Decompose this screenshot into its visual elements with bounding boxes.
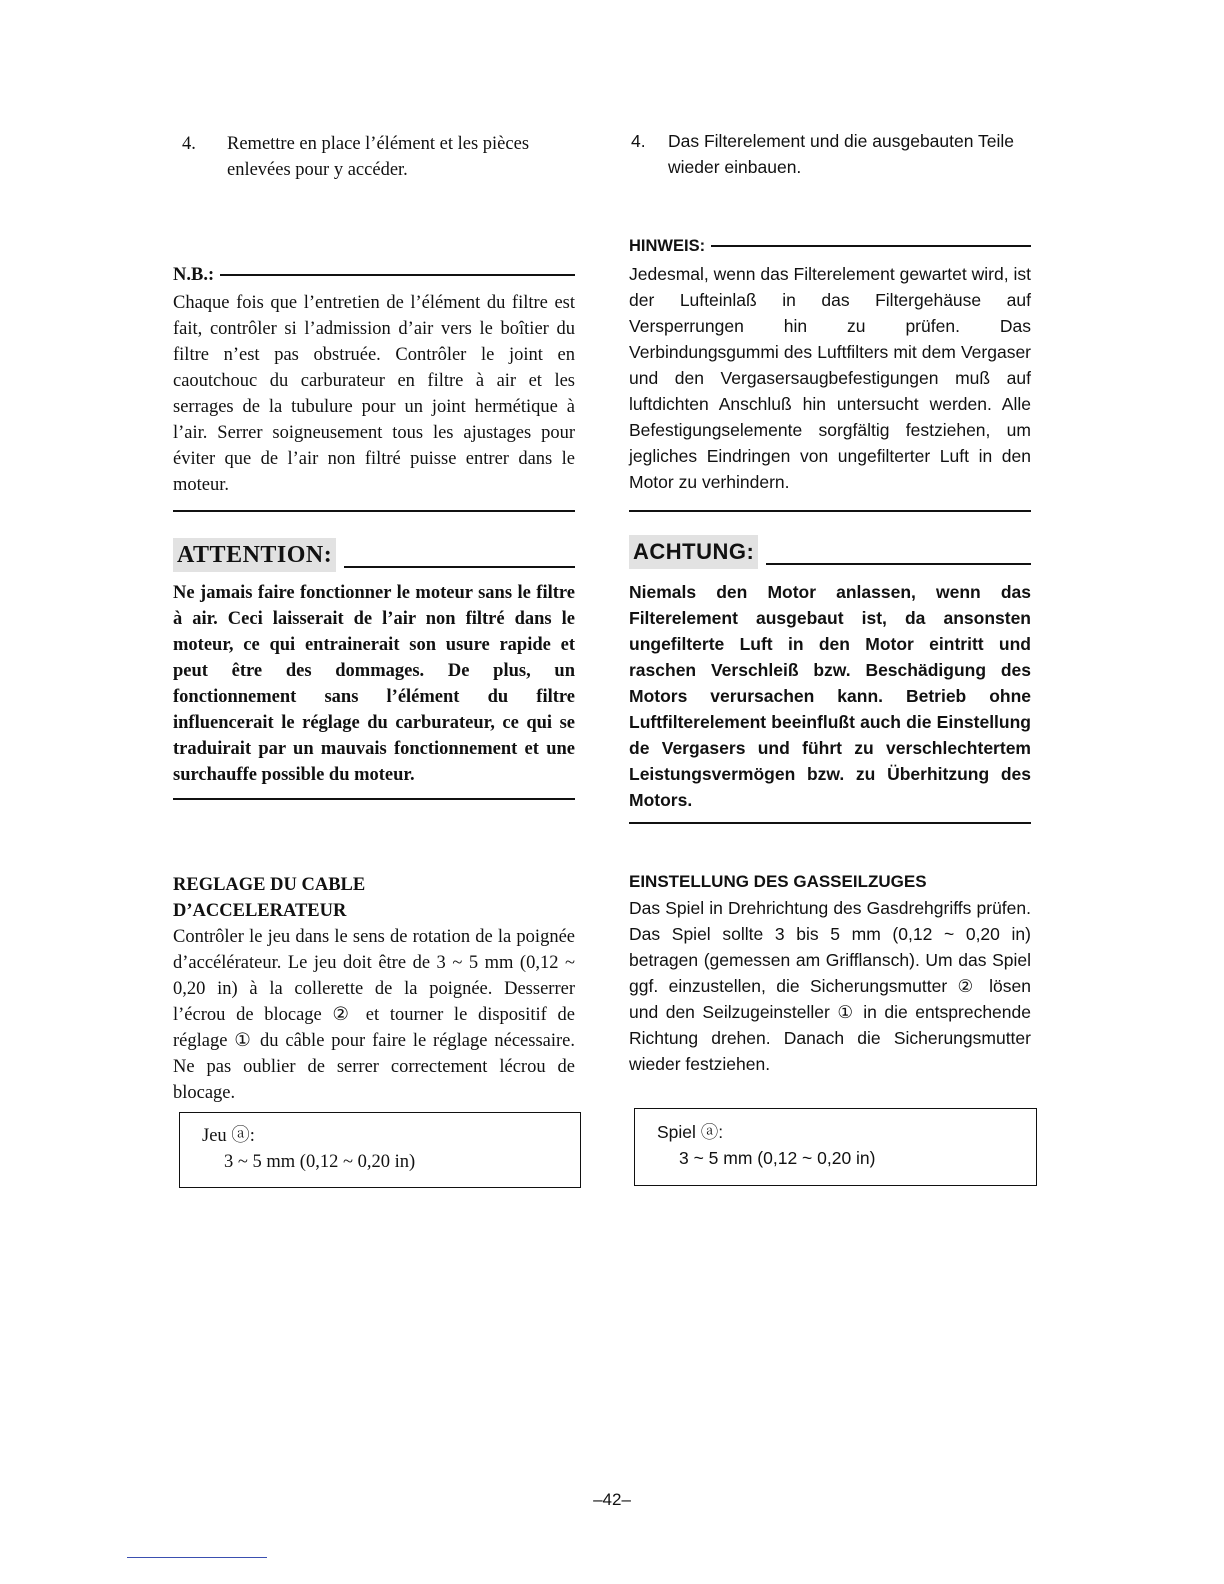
de-note-heading	[629, 233, 1031, 259]
fr-warning-heading	[173, 538, 575, 572]
fr-spec-label: Jeu ⓐ:	[202, 1126, 255, 1146]
de-warning-label: ACHTUNG:	[629, 535, 758, 569]
fr-note-text: Chaque fois que l’entretien de l’élément du filtre est fait, contrôler si l’admission d’air vers le boîtier du filtre n’est pas obstruée. Contrôler le joint en caoutchouc du carburateur en filtre à air et les serrages de la tubulure pour un joint hermétique à l’air. Serrer soigneusement tous les ajustages pour éviter que de l’air non filtré puisse entrer dans le moteur.	[173, 293, 575, 495]
de-step-number: 4.	[631, 131, 646, 151]
de-section-title: EINSTELLUNG DES GASSEILZUGES	[629, 872, 927, 891]
fr-warning-end-rule	[173, 798, 575, 800]
de-warning-end-rule	[629, 822, 1031, 824]
fr-spec-value: 3 ~ 5 mm (0,12 ~ 0,20 in)	[224, 1152, 416, 1172]
de-note-label: HINWEIS:	[629, 237, 706, 255]
fr-warning	[173, 538, 575, 788]
fr-note-heading	[173, 262, 575, 288]
fr-spec-box	[179, 1112, 581, 1188]
fr-note	[173, 262, 575, 498]
de-step-text: Das Filterelement und die ausgebauten Teile wieder einbauen.	[668, 131, 1015, 177]
de-section-text: Das Spiel in Drehrichtung des Gasdrehgriffs prüfen. Das Spiel sollte 3 bis 5 mm (0,12 ~ 0,20 in) betragen (gemessen am Grifflansch). Um das Spiel ggf. einzustellen, die Sicherungsmutter ② lösen und den Seilzugeinsteller ① in die entsprechende Richtung drehen. Danach die Sicherungsmutter wieder festziehen.	[629, 898, 1031, 1074]
fr-section-title-2: D’ACCELERATEUR	[173, 901, 347, 921]
bottom-divider	[127, 1557, 267, 1558]
fr-throttle-section	[173, 872, 575, 1106]
page-number: –42–	[593, 1490, 631, 1509]
fr-step-number: 4.	[182, 134, 196, 154]
de-spec-box	[634, 1108, 1037, 1186]
fr-step-4	[173, 131, 575, 183]
fr-warning-label: ATTENTION:	[173, 538, 336, 572]
de-note-end-rule	[629, 510, 1031, 512]
de-spec-label: Spiel ⓐ:	[657, 1122, 724, 1142]
de-note-rule	[711, 245, 1031, 247]
de-throttle-section	[629, 869, 1031, 1077]
fr-warning-text: Ne jamais faire fonctionner le moteur sans le filtre à air. Ceci laisserait de l’air non filtré dans le moteur, ce qui entrainerait son usure rapide et peut être des dommages. De plus, un fonctionnement sans l’élément du filtre influencerait le réglage du carburateur, ce qui se traduirait par un mauvais fonctionnement et une surchauffe possible du moteur.	[173, 583, 575, 785]
de-warning-text: Niemals den Motor anlassen, wenn das Filterelement ausgebaut ist, da ansonsten ungefilterte Luft in den Motor eintritt und raschen Verschleiß bzw. Beschädigung des Motors verursachen kann. Betrieb ohne Luftfilterelement beeinflußt auch die Einstellung de Vergasers und führt zu verschlechtertem Leistungsvermögen bzw. zu Überhitzung des Motors.	[629, 582, 1031, 810]
de-step-4	[629, 128, 1031, 180]
de-warning-rule	[766, 563, 1031, 565]
fr-note-end-rule	[173, 510, 575, 512]
fr-section-title-1: REGLAGE DU CABLE	[173, 875, 366, 895]
de-note-text: Jedesmal, wenn das Filterelement gewartet wird, ist der Lufteinlaß in das Filtergehäuse auf Versperrungen hin zu prüfen. Das Verbindungsgummi des Luftfilters mit dem Vergaser und den Vergasersaugbefestigungen muß auf luftdichten Anschluß hin untersucht werden. Alle Befestigungselemente sorgfältig festziehen, um jegliches Eindringen von ungefilterter Luft in den Motor zu verhindern.	[629, 264, 1031, 492]
de-note	[629, 233, 1031, 495]
fr-note-label: N.B.:	[173, 265, 215, 285]
fr-section-text: Contrôler le jeu dans le sens de rotation de la poignée d’accélérateur. Le jeu doit être de 3 ~ 5 mm (0,12 ~ 0,20 in) à la collerette de la poignée. Desserrer l’écrou de blocage ② et tourner le dispositif de réglage ① du câble pour faire le réglage nécessaire. Ne pas oublier de serrer correctement lécrou de blocage.	[173, 927, 575, 1103]
fr-step-text: Remettre en place l’élément et les pièces enlevées pour y accéder.	[227, 134, 530, 180]
de-spec-value: 3 ~ 5 mm (0,12 ~ 0,20 in)	[679, 1148, 876, 1168]
fr-note-rule	[220, 274, 575, 276]
de-warning-heading	[629, 535, 1031, 569]
de-warning	[629, 535, 1031, 813]
fr-warning-rule	[344, 566, 575, 568]
